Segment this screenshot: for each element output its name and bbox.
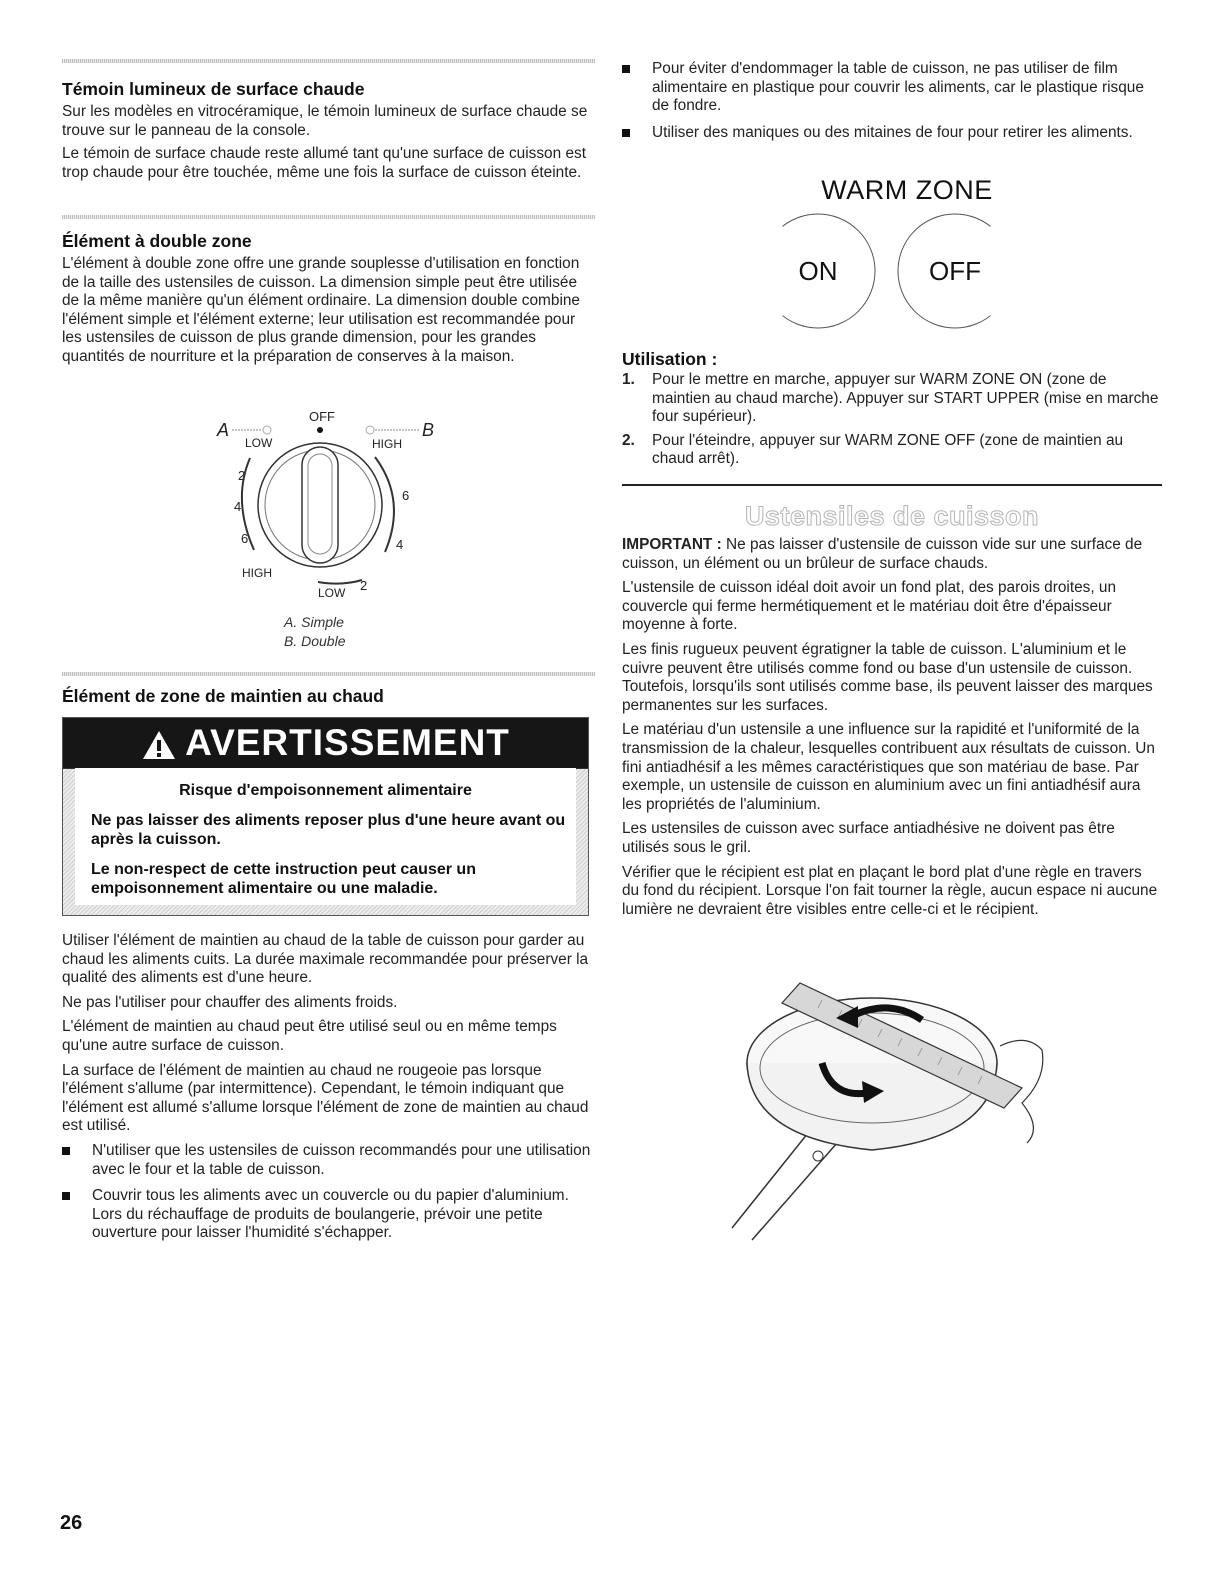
warning-header (63, 718, 588, 769)
section-divider (62, 672, 595, 676)
off-button-label: OFF (929, 256, 981, 286)
warning-triangle-icon (141, 729, 177, 761)
low-bottom-label: LOW (318, 586, 346, 600)
bullet-text: Pour éviter d'endommager la table de cuisson, ne pas utiliser de film alimentaire en plastique pour couvrir les aliments, car le plastique risque de fondre. (652, 60, 1144, 115)
warm-zone-body (62, 932, 595, 1243)
low-top-label: LOW (245, 436, 273, 450)
section-heading: Ustensiles de cuisson (744, 501, 1040, 531)
paragraph: Sur les modèles en vitrocéramique, le témoin lumineux de surface chaude se trouve sur le panneau de la console. (62, 103, 588, 139)
item-text: Pour le mettre en marche, appuyer sur WARM ZONE ON (zone de maintien au chaud marche). Appuyer sur START UPPER (mise en marche four supérieur). (652, 371, 1159, 426)
warm-zone-heading: WARM ZONE (821, 175, 993, 205)
scale-4-right: 4 (396, 537, 404, 552)
warm-zone-section-title (62, 685, 595, 707)
paragraph: Le témoin de surface chaude reste allumé tant qu'une surface de cuisson est trop chaude pour être touchée, même une fois la surface de cuisson éteinte. (62, 145, 586, 181)
bullet-square-icon (622, 65, 630, 73)
label-b: B (422, 420, 435, 440)
warning-body (75, 768, 576, 905)
warm-zone-buttons (622, 213, 1162, 333)
numbered-item (622, 371, 1162, 427)
bullet-text: N'utiliser que les ustensiles de cuisson recommandés pour une utilisation avec le four et la table de cuisson. (92, 1141, 591, 1178)
numbered-item (622, 432, 1162, 469)
paragraph: L'élément de maintien au chaud peut être utilisé seul ou en même temps qu'une autre surface de cuisson. (62, 1018, 557, 1054)
section-divider (62, 59, 595, 63)
pan-with-ruler-drawing (622, 978, 1162, 1248)
paragraph: Utiliser l'élément de maintien au chaud de la table de cuisson pour garder au chaud les aliments cuits. La durée maximale recommandée pour préserver la qualité des aliments est d'une heure. (62, 932, 589, 987)
bullet-item (622, 124, 1162, 143)
dual-zone-knob-diagram (62, 400, 595, 655)
bullet-item (622, 60, 1162, 116)
section-title: Élément à double zone (62, 231, 252, 251)
warning-line-2: Ne pas laisser des aliments reposer plus d'une heure avant ou après la cuisson. (91, 811, 566, 848)
on-button-label: ON (798, 256, 838, 286)
pan-ruler-illustration (622, 978, 1162, 1248)
dual-zone-section (62, 230, 595, 367)
plastic-bullets (622, 60, 1162, 142)
paragraph: Le matériau d'un ustensile a une influence sur la rapidité et l'uniformité de la transmission de la chaleur, lesquelles contribuent aux résultats de cuisson. Un fini antiadhésif a les mêmes caractéristiques que son matériau de base. Par exemple, un ustensile de cuisson en aluminium avec un fini antiadhésif aura les propriétés de l'aluminium. (622, 721, 1155, 813)
section-title: Élément de zone de maintien au chaud (62, 686, 384, 706)
warning-box (62, 717, 589, 916)
scale-4-left: 4 (234, 499, 242, 514)
warning-title: AVERTISSEMENT (185, 722, 510, 763)
label-a: A (217, 420, 230, 440)
paragraph: L'élément à double zone offre une grande souplesse d'utilisation en fonction de la taille des ustensiles de cuisson. La dimension simple peut être utilisée de la même manière qu'un élément ordinaire. La dimension double combine l'élément simple et l'élément externe; leur utilisation est recommandée pour les ustensiles de cuisson de plus grande dimension, pour les grandes quantités de nourriture et la préparation de conserves à la maison. (62, 255, 580, 365)
section-divider (62, 215, 595, 219)
bullet-square-icon (622, 129, 630, 137)
paragraph: Les finis rugueux peuvent égratigner la table de cuisson. L'aluminium et le cuivre peuvent être utilisés comme fond ou base d'un ustensile de cuisson. Toutefois, lorsqu'ils sont utilisés comme base, ils peuvent laisser des marques permanentes sur les surfaces. (622, 640, 1153, 714)
warm-zone-buttons-diagram (622, 213, 1162, 333)
usage-section (622, 348, 1162, 469)
bullet-text: Couvrir tous les aliments avec un couvercle ou du papier d'aluminium. Lors du réchauffage de produits de boulangerie, prévoir une petite ouverture pour laisser l'humidité s'échapper. (92, 1187, 569, 1242)
warning-line-1: Risque d'empoisonnement alimentaire (179, 782, 472, 799)
off-label: OFF (309, 409, 335, 424)
scale-2-left: 2 (238, 468, 246, 483)
paragraph: L'ustensile de cuisson idéal doit avoir un fond plat, des parois droites, un couvercle qui ferme hermétiquement et le matériau doit être d'épaisseur moyenne à forte. (622, 579, 1117, 634)
paragraph: Les ustensiles de cuisson avec surface antiadhésive ne doivent pas être utilisés sous le gril. (622, 820, 1115, 856)
cookware-section-title (622, 501, 1162, 532)
section-divider (622, 484, 1162, 486)
high-top-label: HIGH (372, 437, 402, 451)
item-number: 1. (622, 371, 635, 388)
important-text: Ne pas laisser d'ustensile de cuisson vide sur une surface de cuisson, un élément ou un brûleur de surface chauds. (622, 536, 1143, 572)
hot-surface-section (62, 78, 595, 182)
item-text: Pour l'éteindre, appuyer sur WARM ZONE OFF (zone de maintien au chaud arrêt). (652, 431, 1124, 468)
scale-2-right: 2 (360, 578, 368, 593)
caption-b: B. Double (284, 633, 346, 649)
paragraph: La surface de l'élément de maintien au chaud ne rougeoie pas lorsque l'élément s'allume (par intermittence). Cependant, le témoin indiquant que l'élément est allumé s'allume lorsque l'élément de zone de maintien au chaud est utilisé. (62, 1061, 589, 1135)
bullet-text: Utiliser des maniques ou des mitaines de four pour retirer les aliments. (652, 123, 1133, 141)
item-number: 2. (622, 431, 635, 449)
warning-line-3: Le non-respect de cette instruction peut causer un empoisonnement alimentaire ou une maladie. (91, 860, 476, 897)
bullet-item (62, 1187, 595, 1243)
caption-a: A. Simple (284, 614, 344, 630)
important-label: IMPORTANT : (622, 536, 722, 553)
warm-zone-title (652, 175, 1162, 206)
bullet-item (62, 1142, 595, 1179)
scale-6-left: 6 (241, 531, 249, 546)
bullet-square-icon (62, 1147, 70, 1155)
paragraph: Ne pas l'utiliser pour chauffer des aliments froids. (62, 993, 398, 1011)
scale-6-right: 6 (402, 488, 410, 503)
section-title: Utilisation : (622, 349, 718, 369)
bullet-square-icon (62, 1192, 70, 1200)
important-paragraph (622, 536, 1162, 573)
high-bottom-label: HIGH (242, 566, 272, 580)
section-title: Témoin lumineux de surface chaude (62, 79, 365, 99)
page-number: 26 (60, 1512, 83, 1534)
paragraph: Vérifier que le récipient est plat en plaçant le bord plat d'une règle en travers du fond du récipient. Lorsque l'on fait tourner la règle, aucun espace ni aucune lumière ne devraient être visibles entre celle-ci et le récipient. (622, 863, 1158, 918)
cookware-body (622, 536, 1162, 919)
